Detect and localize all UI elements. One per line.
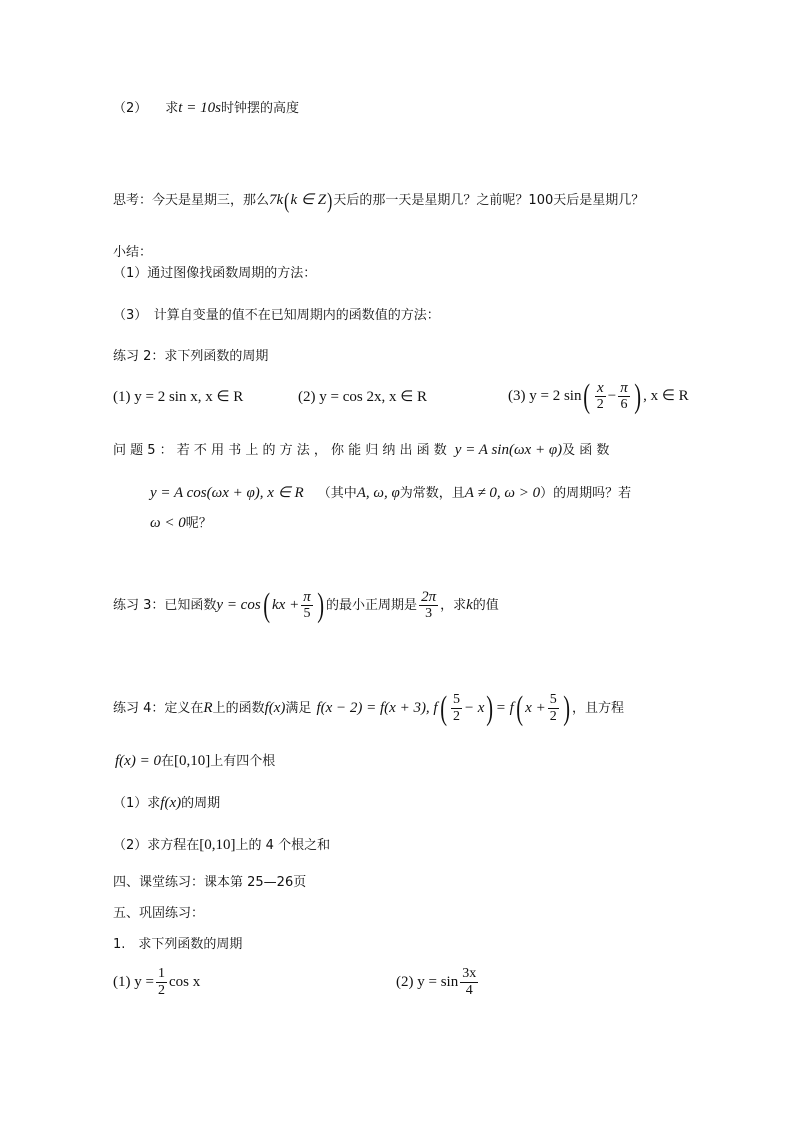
question-5-line-1: 问 题 5 ： 若 不 用 书 上 的 方 法 ， 你 能 归 纳 出 函 数 y = A sin(ωx + φ)及 函 数: [113, 442, 610, 458]
exercise-4-line-1: 练习 4：定义在R上的函数f(x)满足 f(x − 2) = f(x + 3), f( $\frac{5}{2}$ − x) = f( x + $\frac{5}{2}$ ) ，且方程: [113, 689, 625, 727]
fraction: $\frac{5}{2}$: [549, 692, 557, 724]
exercise-2-title: 练习 2：求下列函数的周期: [113, 349, 269, 364]
exercise-2-f2: (2) y = cos 2x, x ∈ R: [298, 389, 428, 405]
exercise-4-sub-2: （2）求方程在[0,10]上的 4 个根之和: [113, 837, 331, 853]
fraction: $\frac{1}{2}$: [157, 966, 165, 998]
summary-title: 小结：: [113, 245, 153, 260]
exercise-3: 练习 3：已知函数y = cos( kx + $\frac{\pi}{5}$ ) 的最小正周期是 $\frac{2\pi}{3}$ ，求k的值: [113, 586, 499, 624]
summary-item-3: （3） 计算自变量的值不在已知周期内的函数值的方法：: [113, 308, 440, 323]
question-2: （2） 求t = 10s时钟摆的高度: [113, 100, 299, 116]
exercise-4-sub-1: （1）求f(x)的周期: [113, 795, 221, 811]
section-5-heading: 五、巩固练习：: [113, 906, 205, 921]
section-4-heading: 四、课堂练习：课本第 25—26页: [113, 875, 307, 890]
fraction: $\frac{\pi}{5}$: [303, 589, 311, 621]
exercise-2-f3: (3) y = 2 sin( $\frac{x}{2}$ − $\frac{\pi}{6}$ ) , x ∈ R: [508, 377, 689, 415]
question-5-line-2: y = A cos(ωx + φ), x ∈ R （其中A, ω, φ为常数，且A ≠ 0, ω > 0）的周期吗？若: [150, 485, 632, 501]
exercise-4-line-2: f(x) = 0在[0,10]上有四个根: [115, 753, 276, 769]
practice-1-f1: (1) y = $\frac{1}{2}$ cos x: [113, 966, 201, 998]
practice-1-f2: (2) y = sin $\frac{3x}{4}$: [396, 966, 477, 998]
fraction: $\frac{2\pi}{3}$: [421, 589, 437, 621]
think-question: 思考：今天是星期三，那么7k(k ∈ Z)天后的那一天是星期几？之前呢？100天后是星期几？: [113, 187, 645, 213]
practice-1-title: 1. 求下列函数的周期: [113, 937, 243, 952]
fraction: $\frac{3x}{4}$: [462, 966, 477, 998]
fraction: $\frac{5}{2}$: [452, 692, 460, 724]
exercise-2-f1: (1) y = 2 sin x, x ∈ R: [113, 389, 244, 405]
fraction: $\frac{\pi}{6}$: [620, 380, 628, 412]
summary-item-1: （1）通过图像找函数周期的方法：: [113, 266, 317, 281]
question-5-line-3: ω < 0呢？: [150, 515, 212, 531]
fraction: $\frac{x}{2}$: [596, 380, 604, 412]
